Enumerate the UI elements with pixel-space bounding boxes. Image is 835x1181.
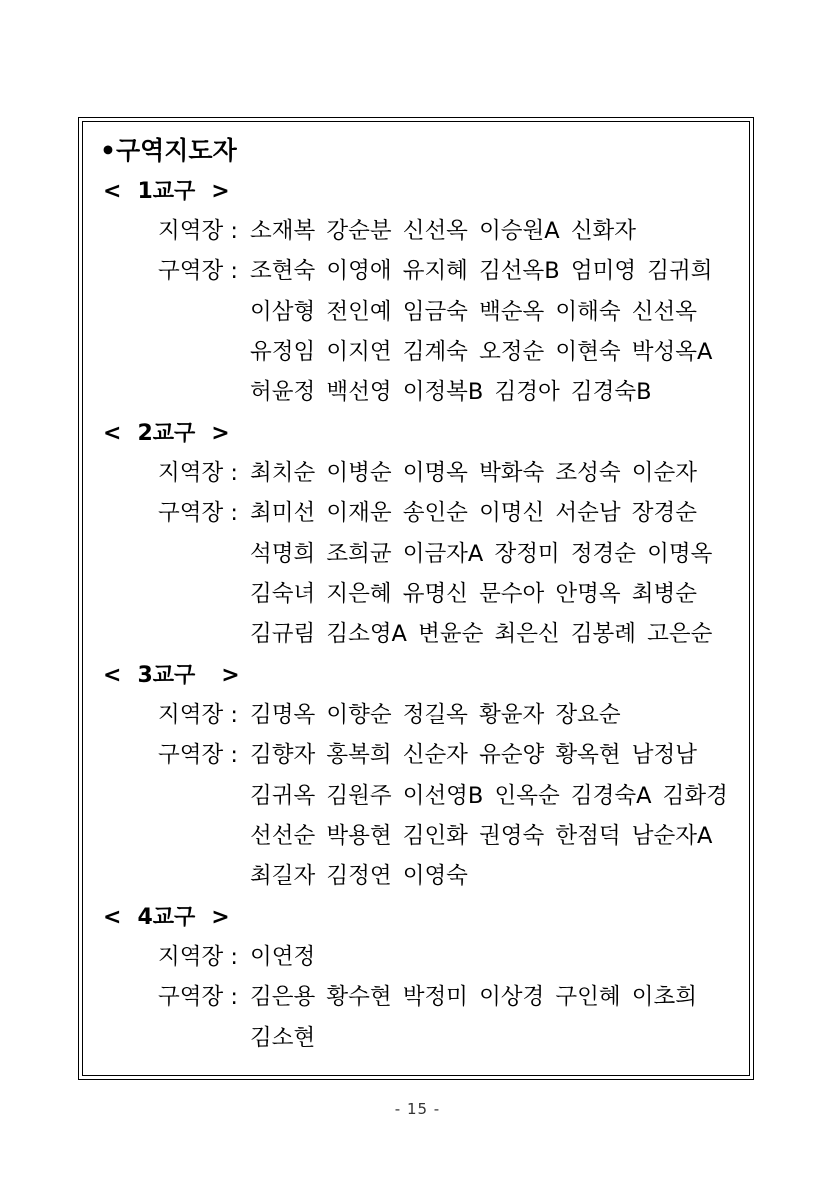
bracket-close: > [211,905,230,930]
section-leaders-line: 김규림 김소영A 변윤순 최은신 김봉례 고은순 [250,621,713,647]
district-heading-2 [103,420,230,448]
section-leader-label: 구역장 : [158,742,238,768]
section-leaders-line: 최미선 이재운 송인순 이명신 서순남 장경순 [250,500,697,526]
regional-leaders-line: 김명옥 이향순 정길옥 황윤자 장요순 [250,702,621,728]
bracket-close: > [211,421,230,446]
district-heading-4 [103,904,230,932]
regional-leader-label: 지역장 : [158,218,238,244]
section-leader-label: 구역장 : [158,258,238,284]
section-leaders-line: 최길자 김정연 이영숙 [250,863,468,889]
bracket-open: < [103,663,122,688]
regional-leader-label: 지역장 : [158,944,238,970]
section-leader-label: 구역장 : [158,984,238,1010]
section-leader-label: 구역장 : [158,500,238,526]
section-leaders-line: 김숙녀 지은혜 유명신 문수아 안명옥 최병순 [250,581,697,607]
section-leaders-line: 선선순 박용현 김인화 권영숙 한점덕 남순자A [250,823,713,849]
section-leaders-line: 석명희 조희균 이금자A 장정미 정경순 이명옥 [250,541,713,567]
district-label: 1교구 [137,179,196,204]
regional-leaders-line: 최치순 이병순 이명옥 박화숙 조성숙 이순자 [250,460,697,486]
bracket-open: < [103,905,122,930]
bracket-open: < [103,421,122,446]
district-label: 2교구 [137,421,196,446]
district-heading-1 [103,178,230,206]
regional-leader-label: 지역장 : [158,702,238,728]
regional-leader-label: 지역장 : [158,460,238,486]
section-leaders-line: 허윤정 백선영 이정복B 김경아 김경숙B [250,379,652,405]
bracket-close: > [211,179,230,204]
section-leaders-line: 김은용 황수현 박정미 이상경 구인혜 이초희 [250,984,697,1010]
page-number: - 15 - [394,1100,441,1118]
section-heading: •구역지도자 [100,136,237,165]
section-leaders-line: 이삼형 전인예 임금숙 백순옥 이해숙 신선옥 [250,299,697,325]
district-label: 4교구 [137,905,196,930]
section-leaders-line: 김귀옥 김원주 이선영B 인옥순 김경숙A 김화경 [250,783,728,809]
regional-leaders-line: 이연정 [250,944,316,970]
section-leaders-line: 김향자 홍복희 신순자 유순양 황옥현 남정남 [250,742,697,768]
section-leaders-line: 유정임 이지연 김계숙 오정순 이현숙 박성옥A [250,339,713,365]
district-heading-3 [103,662,240,690]
bracket-open: < [103,179,122,204]
district-label: 3교구 [137,663,196,688]
section-leaders-line: 김소현 [250,1025,316,1051]
bracket-close: > [221,663,240,688]
regional-leaders-line: 소재복 강순분 신선옥 이승원A 신화자 [250,218,637,244]
section-leaders-line: 조현숙 이영애 유지혜 김선옥B 엄미영 김귀희 [250,258,713,284]
